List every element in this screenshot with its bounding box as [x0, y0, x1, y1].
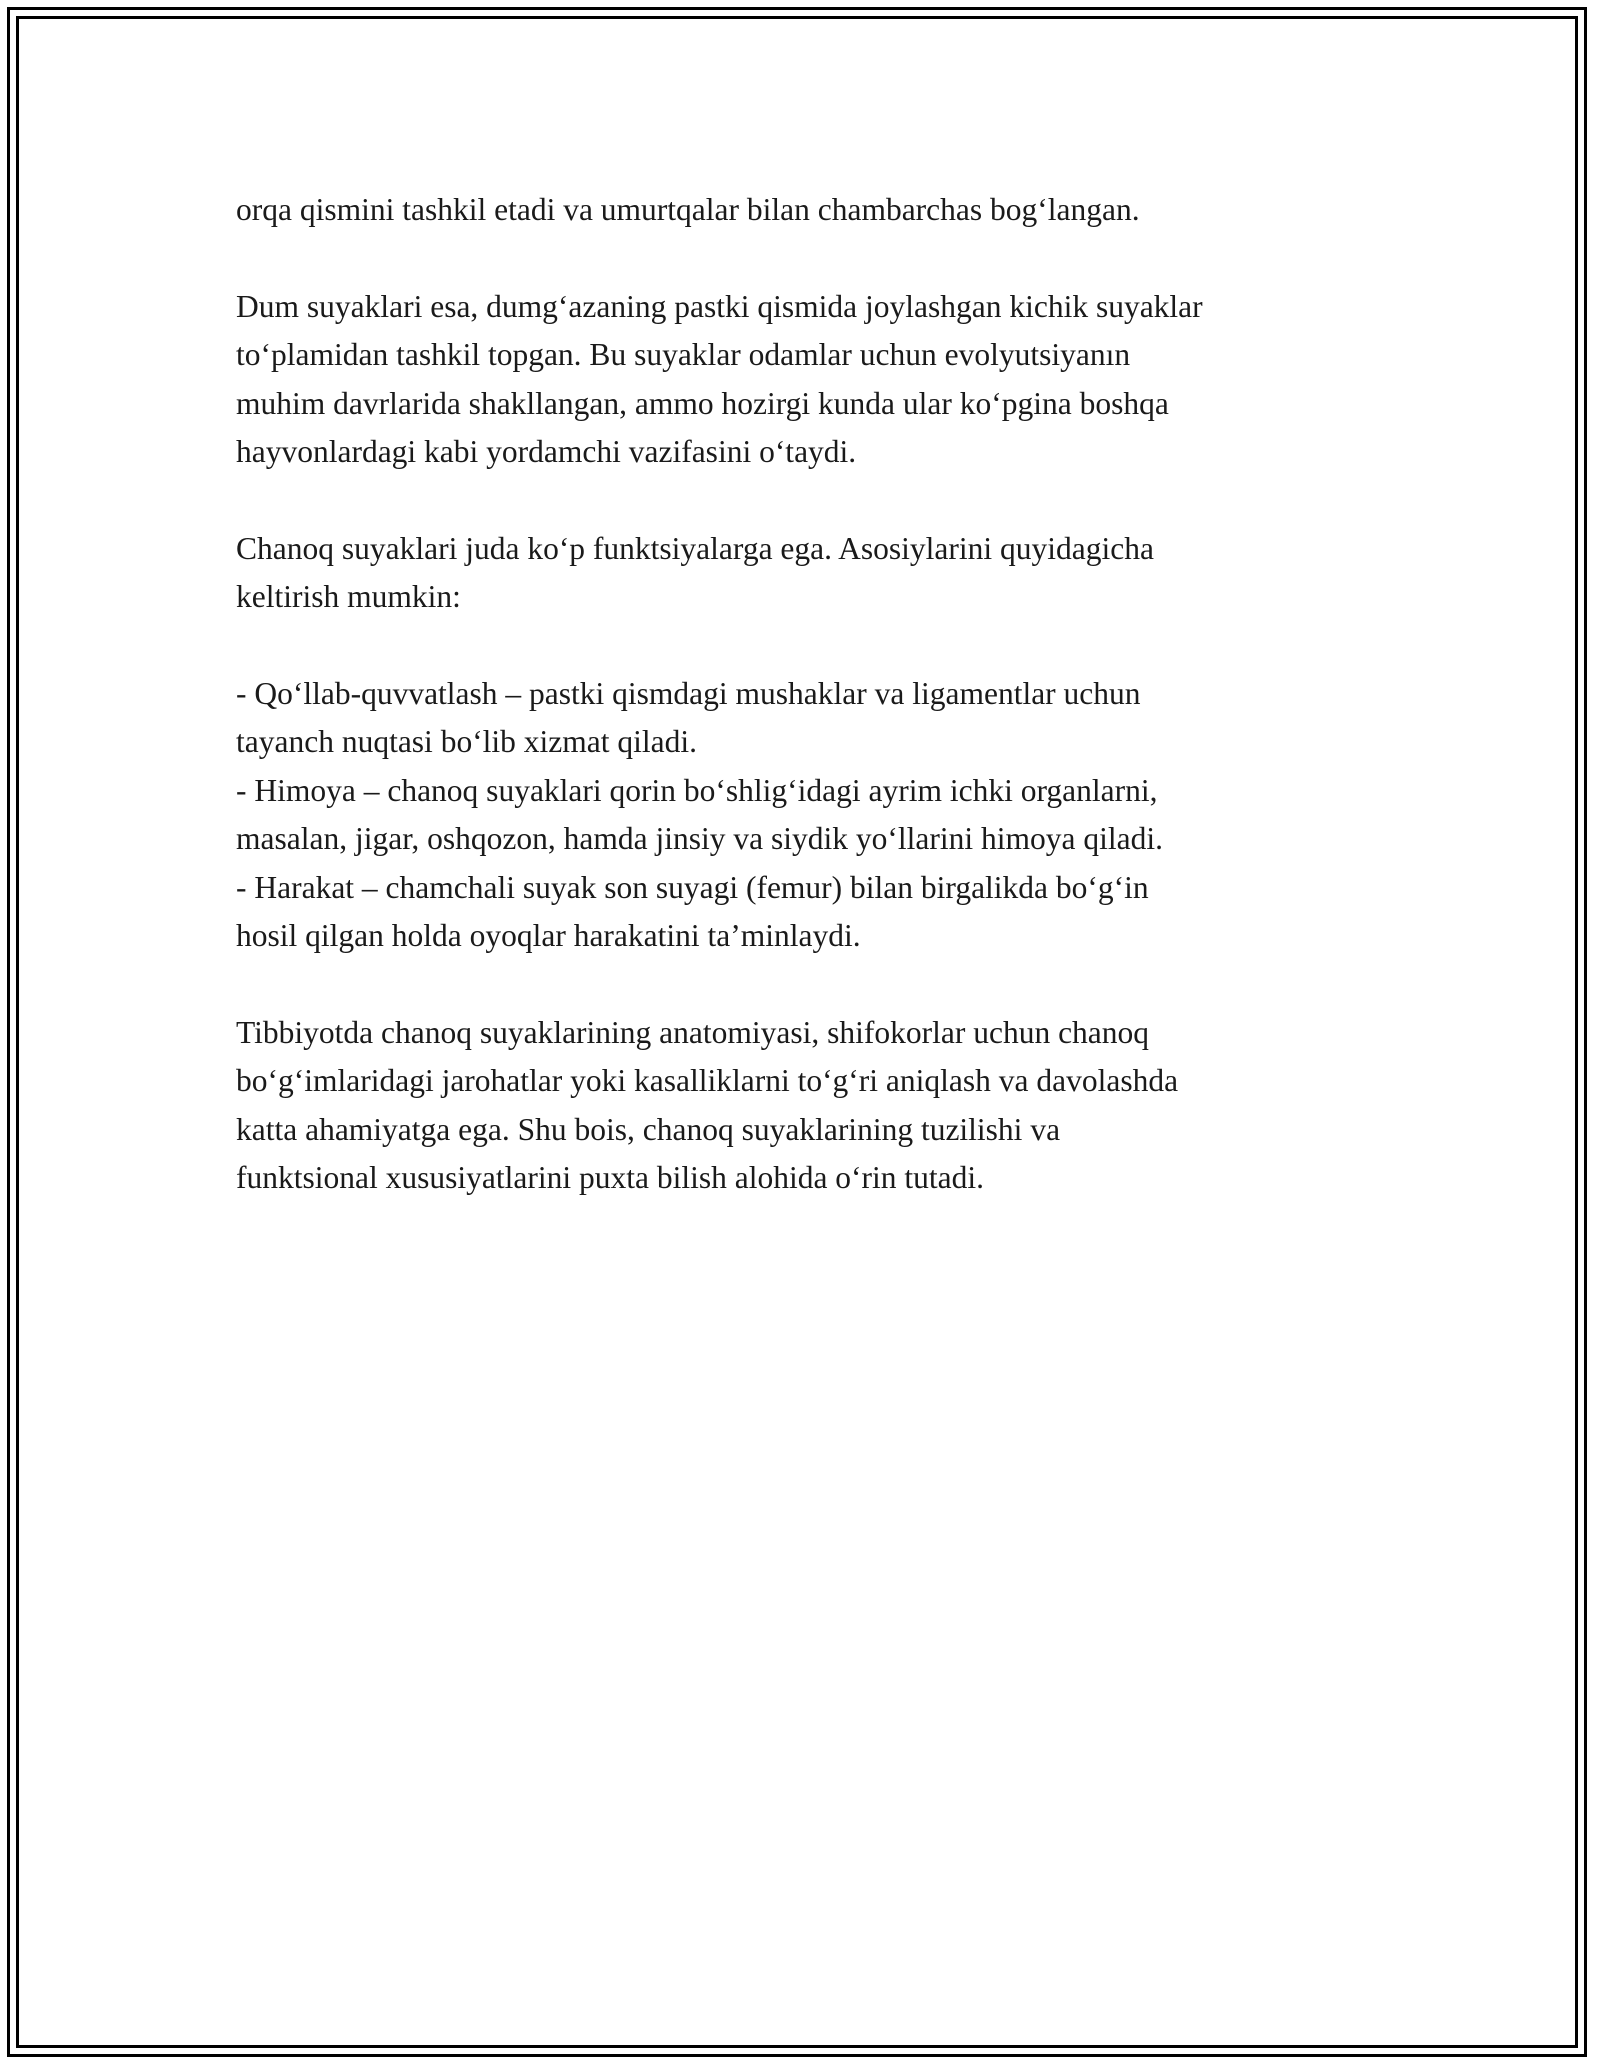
- list-item-line: masalan, jigar, oshqozon, hamda jinsiy va siydik yo‘llarini himoya qiladi.: [236, 821, 1163, 857]
- list-item-line: - Himoya – chanoq suyaklari qorin bo‘shlig‘idagi ayrim ichki organlarni,: [236, 772, 1158, 808]
- text-line: hayvonlardagi kabi yordamchi vazifasini o‘taydi.: [236, 434, 857, 470]
- paragraph-3: [236, 525, 1396, 622]
- text-line: bo‘g‘imlaridagi jarohatlar yoki kasalliklarni to‘g‘ri aniqlash va davolashda: [236, 1063, 1179, 1099]
- paragraph-gap: [236, 476, 1396, 524]
- function-list: [236, 670, 1396, 960]
- list-item-line: hosil qilgan holda oyoqlar harakatini ta’minlaydi.: [236, 918, 861, 954]
- text-line: katta ahamiyatga ega. Shu bois, chanoq suyaklarining tuzilishi va: [236, 1111, 1061, 1147]
- paragraph-gap: [236, 960, 1396, 1008]
- document-body: [236, 186, 1396, 1202]
- list-item-line: - Harakat – chamchali suyak son suyagi (femur) bilan birgalikda bo‘g‘in: [236, 869, 1149, 905]
- paragraph-1: [236, 186, 1396, 234]
- list-item-line: - Qo‘llab-quvvatlash – pastki qismdagi mushaklar va ligamentlar uchun: [236, 676, 1141, 712]
- text-line: muhim davrlarida shakllangan, ammo hozirgi kunda ular ko‘pgina boshqa: [236, 385, 1169, 421]
- text-line: funktsional xususiyatlarini puxta bilish alohida o‘rin tutadi.: [236, 1160, 985, 1196]
- text-line: Dum suyaklari esa, dumg‘azaning pastki qismida joylashgan kichik suyaklar: [236, 288, 1203, 324]
- text-line: keltirish mumkin:: [236, 579, 461, 615]
- list-item-line: tayanch nuqtasi bo‘lib xizmat qiladi.: [236, 724, 698, 760]
- text-line: Chanoq suyaklari juda ko‘p funktsiyalarga ega. Asosiylarini quyidagicha: [236, 530, 1154, 566]
- text-line: orqa qismini tashkil etadi va umurtqalar bilan chambarchas bog‘langan.: [236, 192, 1140, 227]
- text-line: to‘plamidan tashkil topgan. Bu suyaklar odamlar uchun evolyutsiyanın: [236, 337, 1131, 373]
- paragraph-5: [236, 1009, 1396, 1203]
- paragraph-gap: [236, 622, 1396, 670]
- text-line: Tibbiyotda chanoq suyaklarining anatomiyasi, shifokorlar uchun chanoq: [236, 1014, 1150, 1050]
- paragraph-2: [236, 283, 1396, 477]
- paragraph-gap: [236, 234, 1396, 282]
